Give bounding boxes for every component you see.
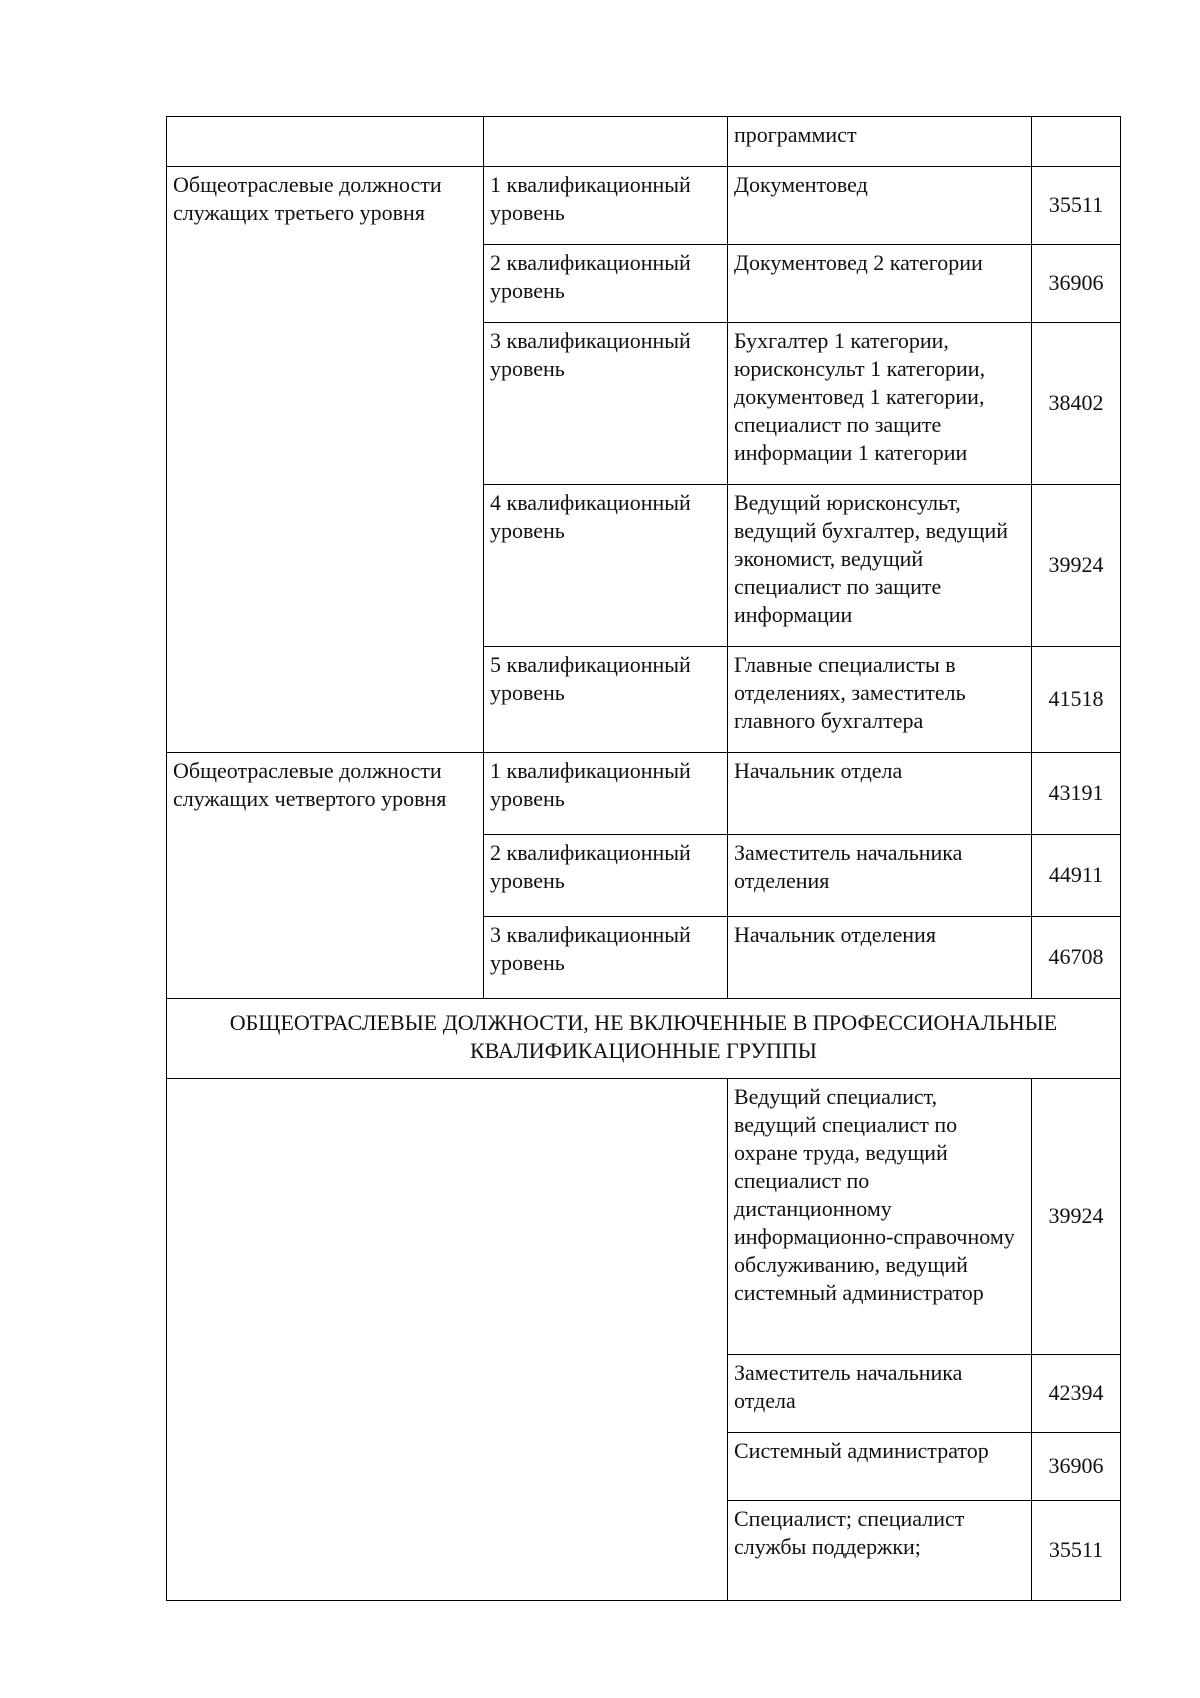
table-row (167, 167, 1121, 245)
salary-cell: 42394 (1032, 1355, 1121, 1433)
salary-cell: 44911 (1032, 835, 1121, 917)
salary-cell: 35511 (1032, 167, 1121, 245)
salary-cell: 36906 (1032, 1433, 1121, 1501)
salary-cell: 43191 (1032, 753, 1121, 835)
level-cell: 3 квалификационный уровень (484, 323, 728, 485)
position-cell: Заместитель начальника отдела (728, 1355, 1032, 1433)
position-cell: программист (728, 117, 1032, 167)
group-cell: Общеотраслевые должности служащих третьего уровня (167, 167, 484, 753)
merged-empty-cell (167, 1079, 728, 1601)
position-cell: Начальник отдела (728, 753, 1032, 835)
salary-cell: 41518 (1032, 647, 1121, 753)
group-cell: Общеотраслевые должности служащих четвертого уровня (167, 753, 484, 999)
table-row (167, 753, 1121, 835)
section-header-row (167, 999, 1121, 1079)
table-row (167, 117, 1121, 167)
group-cell-empty (167, 117, 484, 167)
salary-table (166, 116, 1121, 1601)
position-cell: Системный администратор (728, 1433, 1032, 1501)
level-cell: 5 квалификационный уровень (484, 647, 728, 753)
salary-cell: 38402 (1032, 323, 1121, 485)
position-cell: Специалист; специалист службы поддержки; (728, 1501, 1032, 1601)
level-cell: 1 квалификационный уровень (484, 167, 728, 245)
table-row (167, 1079, 1121, 1355)
position-cell: Заместитель начальника отделения (728, 835, 1032, 917)
position-cell: Главные специалисты в отделениях, заместитель главного бухгалтера (728, 647, 1032, 753)
level-cell: 2 квалификационный уровень (484, 245, 728, 323)
section-header: ОБЩЕОТРАСЛЕВЫЕ ДОЛЖНОСТИ, НЕ ВКЛЮЧЕННЫЕ В ПРОФЕССИОНАЛЬНЫЕ КВАЛИФИКАЦИОННЫЕ ГРУППЫ (167, 999, 1121, 1079)
level-cell: 3 квалификационный уровень (484, 917, 728, 999)
level-cell: 4 квалификационный уровень (484, 485, 728, 647)
position-cell: Документовед 2 категории (728, 245, 1032, 323)
level-cell: 2 квалификационный уровень (484, 835, 728, 917)
salary-cell: 36906 (1032, 245, 1121, 323)
level-cell-empty (484, 117, 728, 167)
salary-cell: 39924 (1032, 1079, 1121, 1355)
level-cell: 1 квалификационный уровень (484, 753, 728, 835)
position-cell: Ведущий юрисконсульт, ведущий бухгалтер, ведущий экономист, ведущий специалист по защите информации (728, 485, 1032, 647)
position-cell: Ведущий специалист, ведущий специалист по охране труда, ведущий специалист по дистанционному информационно-справочному обслуживанию, ведущий системный администратор (728, 1079, 1032, 1355)
salary-cell: 46708 (1032, 917, 1121, 999)
salary-cell: 35511 (1032, 1501, 1121, 1601)
position-cell: Начальник отделения (728, 917, 1032, 999)
salary-cell-empty (1032, 117, 1121, 167)
position-cell: Бухгалтер 1 категории, юрисконсульт 1 категории, документовед 1 категории, специалист по защите информации 1 категории (728, 323, 1032, 485)
salary-cell: 39924 (1032, 485, 1121, 647)
position-cell: Документовед (728, 167, 1032, 245)
